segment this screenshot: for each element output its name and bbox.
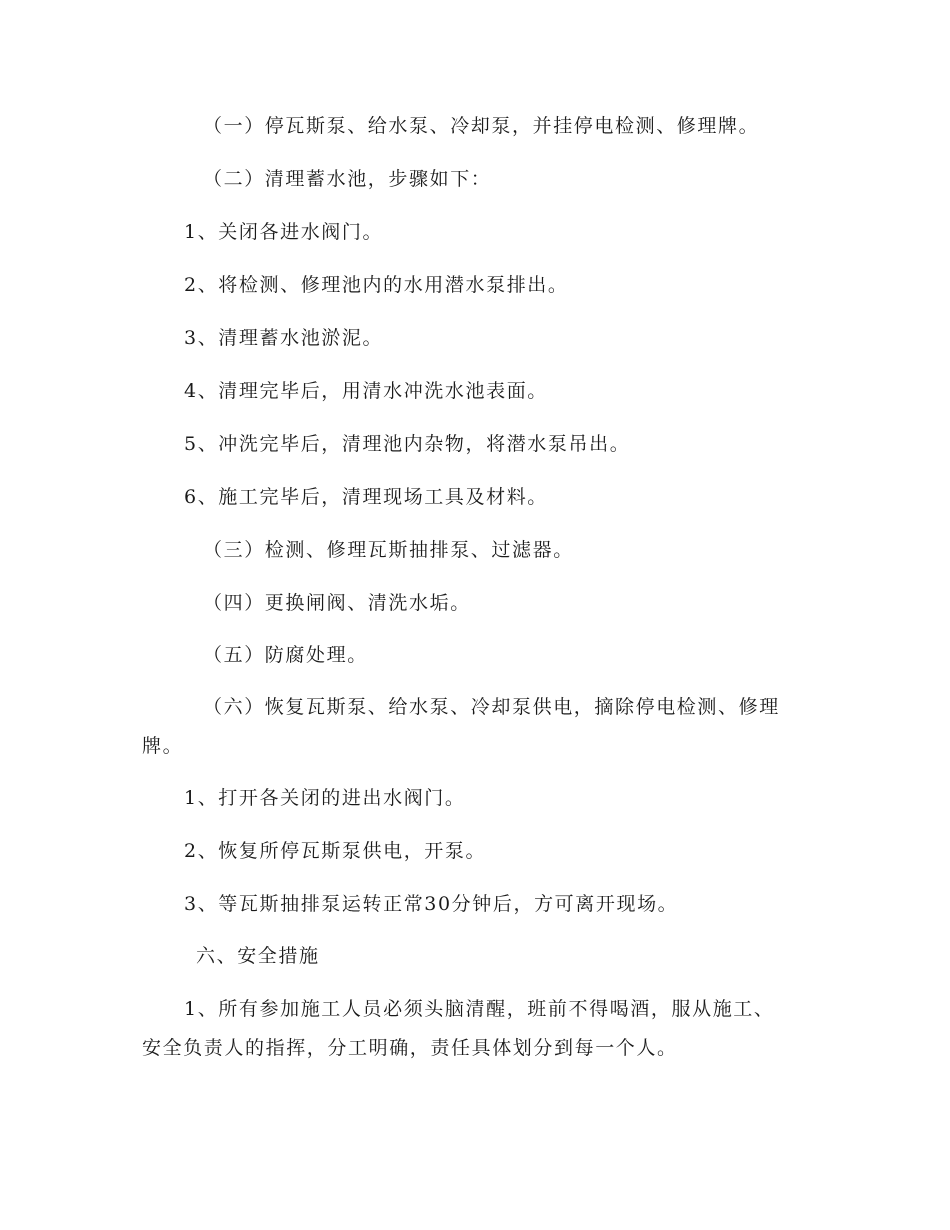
paragraph-step-4: （四）更换闸阀、清洗水垢。	[203, 592, 471, 614]
safety-item-1-line-2: 安全负责人的指挥，分工明确，责任具体划分到每一个人。	[142, 1037, 678, 1059]
list-item: 2、将检测、修理池内的水用潜水泵排出。	[184, 274, 569, 296]
paragraph-step-6-line-2: 牌。	[142, 735, 184, 757]
safety-item-1-line-1: 1、所有参加施工人员必须头脑清醒，班前不得喝酒，服从施工、	[184, 998, 775, 1020]
paragraph-step-5: （五）防腐处理。	[203, 644, 368, 666]
list-item: 1、打开各关闭的进出水阀门。	[184, 787, 466, 809]
paragraph-step-6-line-1: （六）恢复瓦斯泵、给水泵、冷却泵供电，摘除停电检测、修理	[203, 696, 780, 718]
paragraph-step-3: （三）检测、修理瓦斯抽排泵、过滤器。	[203, 539, 574, 561]
paragraph-step-1: （一）停瓦斯泵、给水泵、冷却泵，并挂停电检测、修理牌。	[203, 115, 760, 137]
section-heading: 六、安全措施	[196, 945, 320, 967]
list-item: 4、清理完毕后，用清水冲洗水池表面。	[184, 380, 548, 402]
list-item: 3、等瓦斯抽排泵运转正常30分钟后，方可离开现场。	[184, 893, 679, 915]
list-item: 6、施工完毕后，清理现场工具及材料。	[184, 486, 548, 508]
list-item: 1、关闭各进水阀门。	[184, 221, 384, 243]
paragraph-step-2: （二）清理蓄水池，步骤如下：	[203, 168, 492, 190]
list-item: 3、清理蓄水池淤泥。	[184, 327, 384, 349]
list-item: 5、冲洗完毕后，清理池内杂物，将潜水泵吊出。	[184, 433, 631, 455]
list-item: 2、恢复所停瓦斯泵供电，开泵。	[184, 840, 487, 862]
